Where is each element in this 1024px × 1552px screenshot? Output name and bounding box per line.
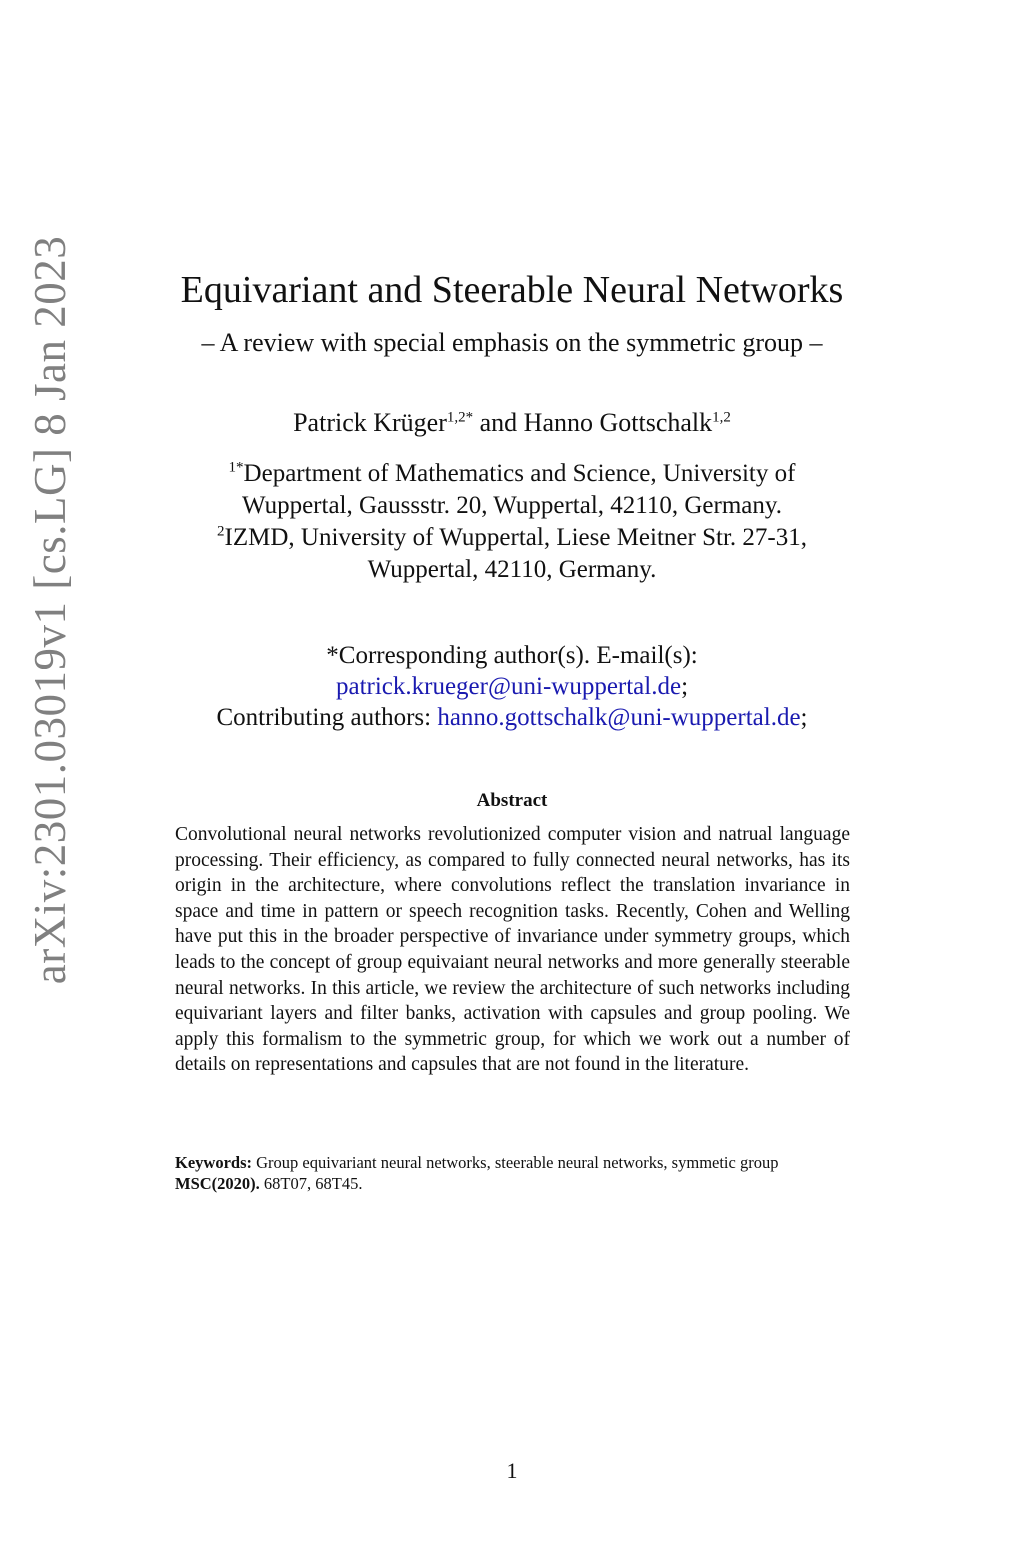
correspondence xyxy=(120,640,904,733)
keywords-label: Keywords: xyxy=(175,1153,252,1172)
corresponding-label: *Corresponding author(s). E-mail(s): xyxy=(326,642,698,669)
keywords-block xyxy=(175,1152,850,1194)
contributing-email-link[interactable]: hanno.gottschalk@uni-wuppertal.de xyxy=(437,704,801,731)
msc-text: 68T07, 68T45. xyxy=(259,1174,363,1193)
author-1-affiliation-mark: 1,2* xyxy=(446,409,474,426)
contributing-authors-line xyxy=(120,702,904,733)
corresponding-email-link[interactable]: patrick.krueger@uni-wuppertal.de xyxy=(335,673,682,700)
corresponding-email-line xyxy=(120,671,904,702)
author-conjunction: and xyxy=(473,408,524,437)
arxiv-stamp xyxy=(20,220,80,1000)
email-separator-1: ; xyxy=(681,673,689,700)
msc-label: MSC(2020). xyxy=(175,1174,260,1193)
page-number: 1 xyxy=(506,1458,518,1483)
email-separator-2: ; xyxy=(800,704,808,731)
affiliation-2-line-2: Wuppertal, 42110, Germany. xyxy=(367,556,657,583)
affiliation-2-mark: 2 xyxy=(217,523,225,540)
abstract-heading: Abstract xyxy=(476,790,548,811)
author-2-name: Hanno Gottschalk xyxy=(523,408,713,437)
affiliation-2-line-1 xyxy=(150,522,874,554)
paper-title: Equivariant and Steerable Neural Networks xyxy=(180,269,844,311)
affiliation-1-line-1 xyxy=(150,458,874,490)
affiliation-2-text: IZMD, University of Wuppertal, Liese Meitner Str. 27-31, xyxy=(224,524,807,551)
author-2-affiliation-mark: 1,2 xyxy=(712,409,731,426)
author-1-name: Patrick Krüger xyxy=(293,408,447,437)
keywords-text: Group equivariant neural networks, steerable neural networks, symmetic group xyxy=(252,1153,779,1172)
paper-subtitle: – A review with special emphasis on the symmetric group – xyxy=(201,328,823,357)
affiliation-1-line-2: Wuppertal, Gaussstr. 20, Wuppertal, 42110, Germany. xyxy=(241,492,782,519)
contributing-authors-label: Contributing authors: xyxy=(216,704,438,731)
msc-line xyxy=(175,1173,850,1194)
title-block xyxy=(120,268,904,358)
affiliation-1-mark: 1* xyxy=(228,459,244,476)
affiliation-1-text: Department of Mathematics and Science, University of xyxy=(243,460,796,487)
arxiv-stamp-text: arXiv:2301.03019v1 [cs.LG] 8 Jan 2023 xyxy=(25,235,76,985)
keywords-line xyxy=(175,1152,850,1173)
abstract-text: Convolutional neural networks revolutionized computer vision and natrual language processing. Their efficiency, as compared to fully connected neural networks, has its origin in the architecture, where convolutions reflect the translation invariance in space and time in pattern or speech recognition tasks. Recently, Cohen and Welling have put this in the broader perspective of invariance under symmetry groups, which leads to the concept of group equivaiant neural networks and more generally steerable neural networks. In this article, we review the architecture of such networks including equivariant layers and filter banks, activation with capsules and group pooling. We apply this formalism to the symmetric group, for which we work out a number of details on representations and capsules that are not found in the literature. xyxy=(175,824,850,1076)
affiliations xyxy=(150,458,874,586)
author-list xyxy=(120,408,904,438)
